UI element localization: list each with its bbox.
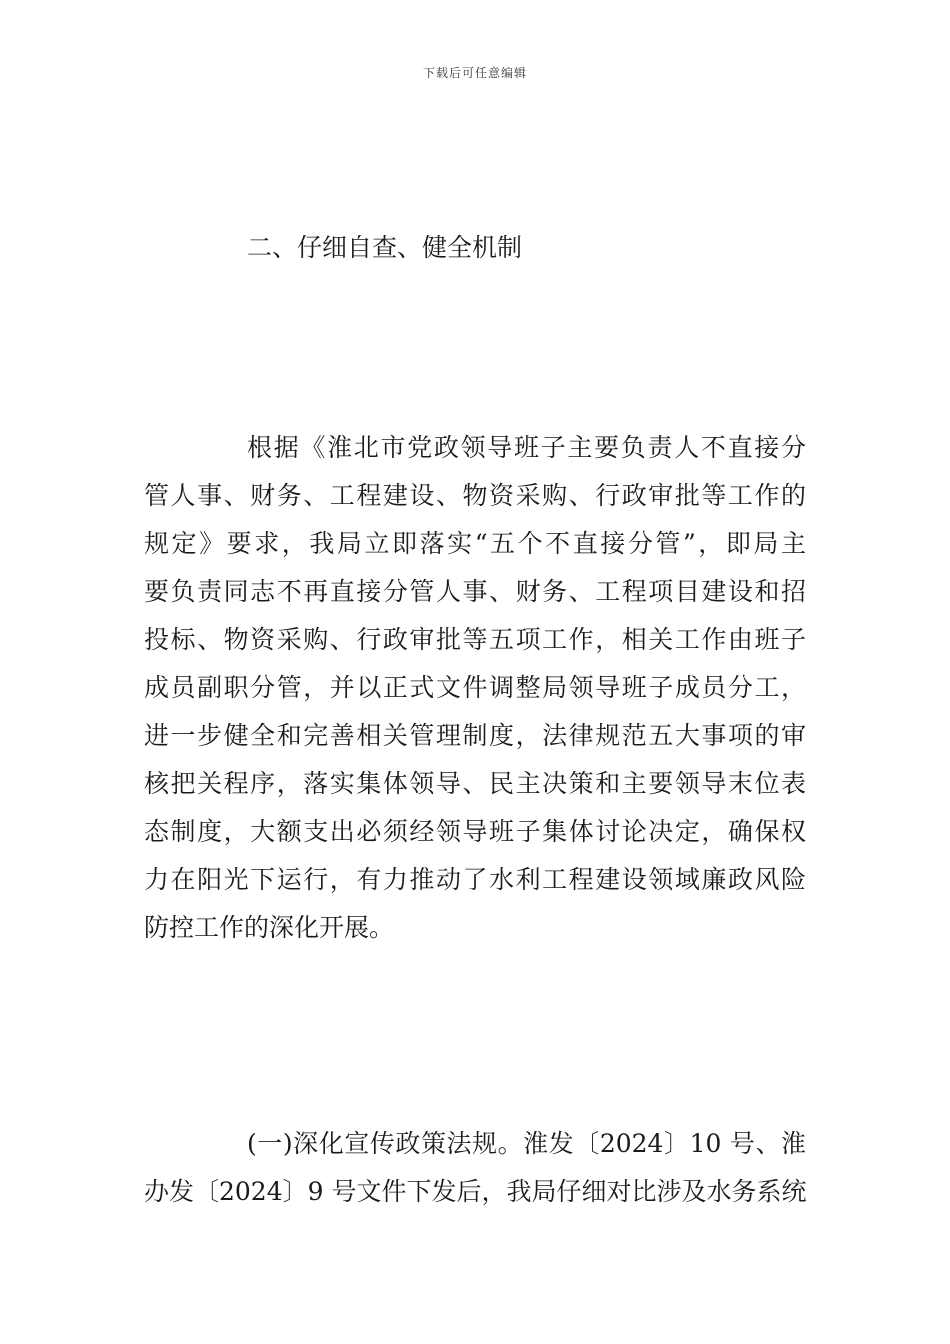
paragraph-line: 力在阳光下运行，有力推动了水利工程建设领域廉政风险 [144, 865, 806, 894]
paragraph-line: 成员副职分管，并以正式文件调整局领导班子成员分工， [144, 673, 806, 702]
paragraph-line: 进一步健全和完善相关管理制度，法律规范五大事项的审 [144, 721, 806, 750]
paragraph-line: 管人事、财务、工程建设、物资采购、行政审批等工作的 [144, 481, 806, 510]
paragraph-line: 要负责同志不再直接分管人事、财务、工程项目建设和招 [144, 577, 806, 606]
paragraph-line: (一)深化宣传政策法规。淮发〔2024〕10 号、淮 [247, 1129, 806, 1158]
paragraph-line: 根据《淮北市党政领导班子主要负责人不直接分 [247, 433, 806, 462]
header-note: 下载后可任意编辑 [422, 66, 527, 80]
paragraph-line: 防控工作的深化开展。 [144, 913, 395, 942]
paragraph-line: 态制度，大额支出必须经领导班子集体讨论决定，确保权 [144, 817, 806, 846]
paragraph-line: 规定》要求，我局立即落实“五个不直接分管”，即局主 [144, 529, 806, 558]
paragraph-line: 办发〔2024〕9 号文件下发后，我局仔细对比涉及水务系统 [144, 1177, 807, 1206]
paragraph-line: 核把关程序，落实集体领导、民主决策和主要领导末位表 [144, 769, 806, 798]
paragraph-line: 投标、物资采购、行政审批等五项工作，相关工作由班子 [144, 625, 806, 654]
section-heading: 二、仔细自查、健全机制 [247, 233, 523, 262]
